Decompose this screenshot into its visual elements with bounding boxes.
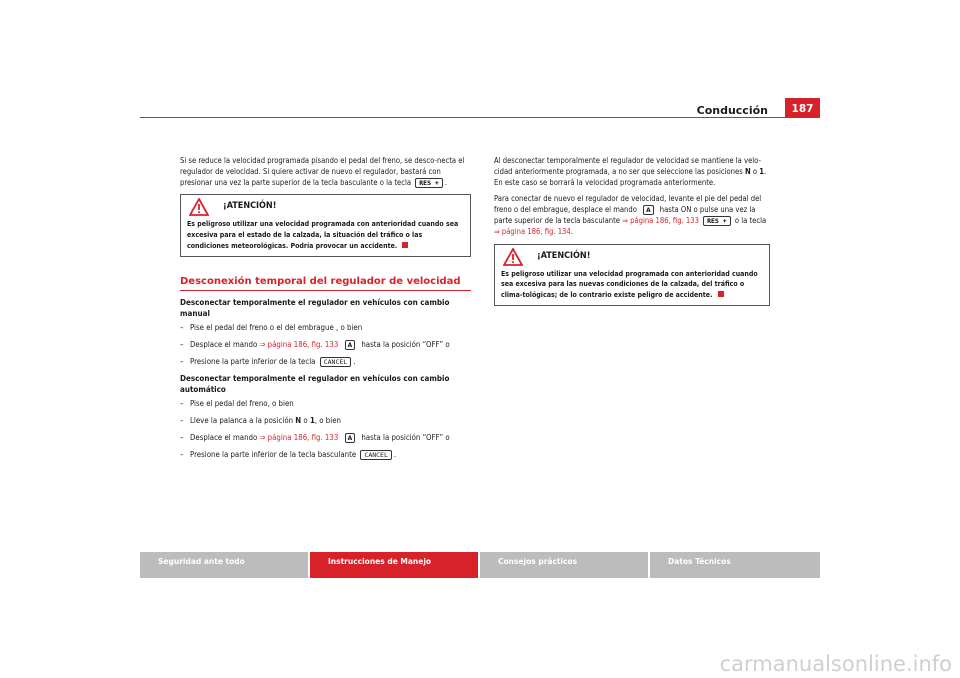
- res-key-icon: RES +: [415, 178, 443, 188]
- end-mark-icon: [402, 242, 408, 248]
- warning-title: ¡ATENCIÓN!: [223, 201, 277, 212]
- list-item: – Presione la parte inferior de la tecla CANCEL .: [180, 356, 471, 367]
- manual-steps-list: [180, 322, 471, 367]
- page-link[interactable]: ⇒ página 186, fig. 133: [259, 432, 339, 442]
- list-item: – Pise el pedal del freno, o bien: [180, 398, 471, 409]
- control-a-icon: A: [345, 340, 356, 350]
- right-column: [494, 156, 770, 306]
- header-divider: [140, 117, 820, 118]
- page-link[interactable]: ⇒ página 186, fig. 134: [494, 226, 571, 236]
- control-a-icon: A: [643, 205, 654, 215]
- warning-title: ¡ATENCIÓN!: [537, 250, 591, 261]
- section-title: Desconexión temporal del regulador de velocidad: [180, 277, 471, 291]
- list-item: – Presione la parte inferior de la tecla basculante CANCEL .: [180, 449, 471, 460]
- watermark: carmanualsonline.info: [719, 652, 952, 676]
- footer-tab-instrucciones[interactable]: Instrucciones de Manejo: [310, 552, 478, 578]
- paragraph: Para conectar de nuevo el regulador de velocidad, levante el pie del pedal del freno o del embrague, desplace el mando A hasta ON o pulse una vez la parte superior de la tecla basculante ⇒ página 186, fig. 133 RES + o la tecla ⇒ página 186, fig. 134.: [494, 194, 767, 236]
- list-item: – Lleve la palanca a la posición N o 1, o bien: [180, 415, 471, 426]
- warning-box: [180, 194, 471, 256]
- chapter-title: Conducción: [696, 104, 768, 117]
- paragraph: Al desconectar temporalmente el regulador de velocidad se mantiene la velo-cidad anteriormente programada, a no ser que seleccione las posiciones N o 1. En este caso se borrará la velocidad programada anteriormente.: [494, 156, 767, 187]
- end-mark-icon: [718, 291, 724, 297]
- page-link[interactable]: ⇒ página 186, fig. 133: [259, 339, 339, 349]
- cancel-key-icon: CANCEL: [360, 450, 391, 460]
- intro-paragraph: Si se reduce la velocidad programada pisando el pedal del freno, se desco-necta el regulador de velocidad. Si quiere activar de nuevo el regulador, bastará con presionar una vez la parte superior de la tecla basculante o la tecla RES + .: [180, 156, 465, 187]
- res-key-icon: RES +: [703, 216, 731, 226]
- footer-tab-datos[interactable]: Datos Técnicos: [650, 552, 820, 578]
- left-column: [180, 156, 471, 466]
- auto-heading: Desconectar temporalmente el regulador en vehículos con cambio automático: [180, 373, 450, 394]
- control-a-icon: A: [345, 433, 356, 443]
- page-link[interactable]: ⇒ página 186, fig. 133: [622, 215, 699, 225]
- cancel-key-icon: CANCEL: [320, 357, 351, 367]
- list-item: – Desplace el mando ⇒ página 186, fig. 133 A hasta la posición “OFF” o: [180, 339, 471, 350]
- footer-tab-seguridad[interactable]: Seguridad ante todo: [140, 552, 308, 578]
- warning-triangle-icon: [189, 198, 209, 216]
- warning-text: Es peligroso utilizar una velocidad programada con anterioridad cuando sea excesiva para las nuevas condiciones de la calzada, del tráfico o clima-tológicas; de lo contrario existe peligro de accidente.: [501, 269, 758, 300]
- footer-tab-consejos[interactable]: Consejos prácticos: [480, 552, 648, 578]
- page-number: 187: [785, 98, 820, 118]
- warning-triangle-icon: [503, 248, 523, 266]
- warning-box: [494, 244, 770, 306]
- list-item: – Desplace el mando ⇒ página 186, fig. 133 A hasta la posición “OFF” o: [180, 432, 471, 443]
- manual-heading: Desconectar temporalmente el regulador en vehículos con cambio manual: [180, 297, 450, 318]
- warning-text: Es peligroso utilizar una velocidad programada con anterioridad cuando sea excesiva para el estado de la calzada, la situación del tráfico o las condiciones meteorológicas. Podría provocar un accidente.: [187, 220, 459, 250]
- auto-steps-list: [180, 398, 471, 460]
- list-item: – Pise el pedal del freno o el del embrague , o bien: [180, 322, 471, 333]
